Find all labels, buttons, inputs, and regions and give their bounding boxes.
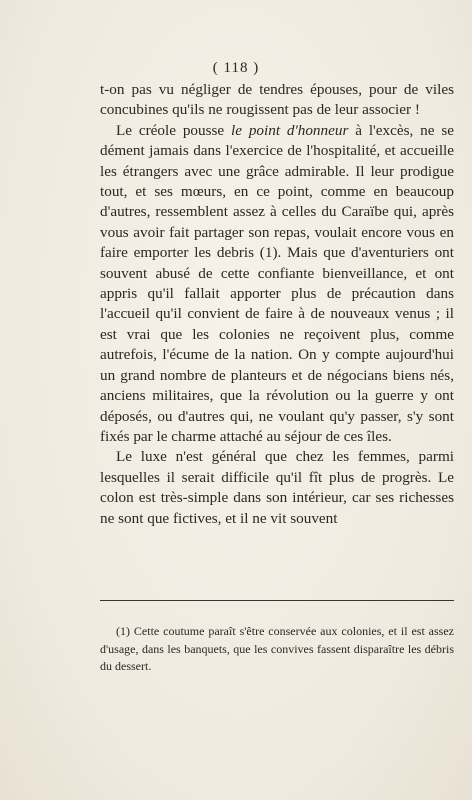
paragraph-continuation: t-on pas vu négliger de tendres épouses, pour de viles concubines qu'ils ne rougissent pas de leur associer ! bbox=[100, 81, 454, 119]
footnote bbox=[100, 623, 454, 676]
paragraph-creole-rest: à l'excès, ne se dément jamais dans l'exercice de l'hospitalité, et accueille les étrangers avec une grâce admirable. Il leur prodigue tout, et ses mœurs, en ce point, comme en beaucoup d'autres, ressemblent assez à celles du Caraïbe qui, après vous avoir fait partager son repas, voulait encore vous en faire emporter les debris (1). Mais que d'aventuriers ont souvent abusé de cette confiante bienveillance, et ont appris qu'il fallait apporter plus de précaution dans l'accueil qu'il convient de faire à de nouveaux venus ; il est vrai que les colonies ne reçoivent plus, comme autrefois, l'écume de la nation. On y compte aujourd'hui un grand nombre de planteurs et de négocians biens nés, anciens militaires, que la révolution ou la guerre y ont déposés, ou d'autres qui, ne voulant qu'y passer, s'y sont fixés par le charme attaché au séjour de ces îles. bbox=[100, 121, 454, 445]
paragraph-luxe: Le luxe n'est général que chez les femmes, parmi lesquelles il serait difficile qu'il fît plus de progrès. Le colon est très-simple dans son intérieur, car ses richesses ne sont que fictives, et il ne vit souvent bbox=[100, 448, 454, 527]
footnote-text: (1) Cette coutume paraît s'être conservée aux colonies, et il est assez d'usage, dans les banquets, que les convives fassent disparaître les débris du dessert. bbox=[100, 624, 454, 673]
body-text bbox=[100, 80, 454, 529]
italic-phrase: le point d'honneur bbox=[231, 121, 349, 139]
page-number: ( 118 ) bbox=[212, 60, 260, 76]
paragraph-creole bbox=[100, 121, 454, 448]
paragraph-creole-start: Le créole pousse bbox=[116, 121, 232, 139]
footnote-divider bbox=[100, 600, 454, 601]
